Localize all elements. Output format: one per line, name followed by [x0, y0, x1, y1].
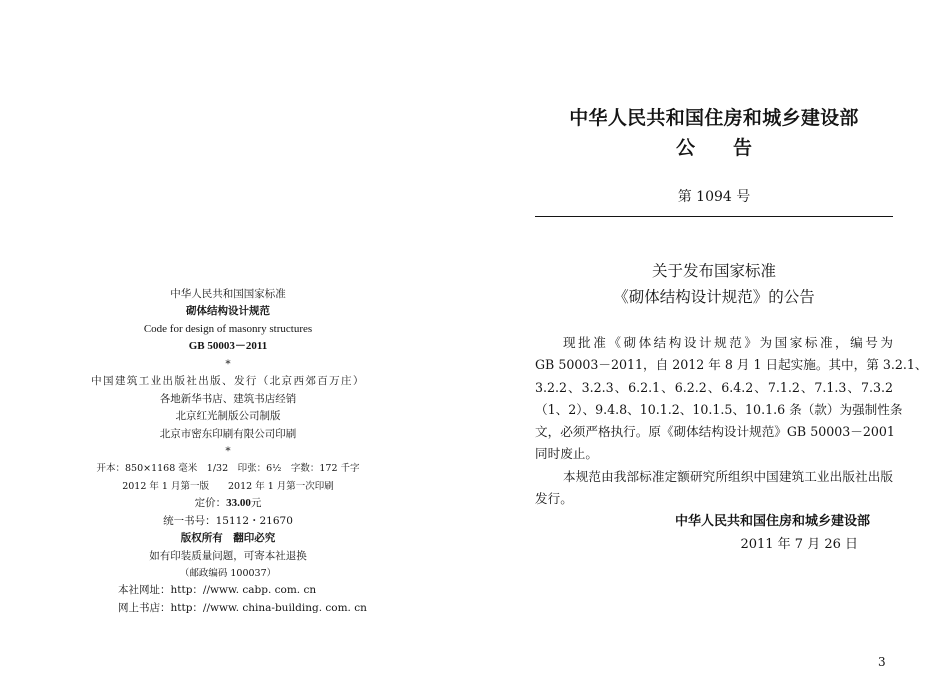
plate-maker-line: 北京红光制版公司制版 — [175, 410, 281, 423]
website-line: 本社网址：http：//www. cabp. com. cn — [118, 584, 317, 597]
announcement-body — [535, 332, 928, 510]
price-unit: 元 — [250, 497, 262, 510]
price-label: 定价： — [194, 497, 227, 510]
issue-date: 2011 年 7 月 26 日 — [740, 537, 858, 552]
header-rule — [535, 216, 893, 217]
standard-series: 中华人民共和国国家标准 — [170, 288, 286, 300]
subject-line-2: 《砌体结构设计规范》的公告 — [613, 288, 815, 306]
signature: 中华人民共和国住房和城乡建设部 — [674, 514, 870, 529]
price-value: 33.00 — [226, 497, 251, 510]
returns-line: 如有印装质量问题，可寄本社退换 — [149, 549, 307, 562]
book-number-line: 统一书号：15112・21670 — [163, 514, 293, 527]
body-line: （1、2）、9.4.8、10.1.2、10.1.5、10.1.6 条（款）为强制性条 — [535, 401, 903, 417]
separator-star: * — [225, 357, 231, 370]
body-line: 本规范由我部标准定额研究所组织中国建筑工业出版社出版 — [563, 468, 893, 484]
page-number: 3 — [878, 655, 886, 669]
issuer-heading: 中华人民共和国住房和城乡建设部 — [569, 107, 859, 129]
body-line: 现批准《砌体结构设计规范》为国家标准，编号为 — [563, 335, 893, 350]
book-title-cn: 砌体结构设计规范 — [186, 305, 270, 318]
rights-line: 版权所有 翻印必究 — [180, 532, 276, 545]
body-line: 文，必须严格执行。原《砌体结构设计规范》GB 50003－2001 — [535, 424, 895, 440]
bookstore-line: 网上书店：http：//www. china-building. com. cn — [118, 601, 367, 614]
body-line: 发行。 — [535, 491, 573, 507]
body-line: 同时废止。 — [535, 446, 598, 462]
body-line: 3.2.2、3.2.3、6.2.1、6.2.2、6.4.2、7.1.2、7.1.3、7.3.2 — [535, 379, 893, 395]
separator-star: * — [225, 444, 231, 457]
format-line: 开本：850×1168 毫米 1/32 印张：6½ 字数：172 千字 — [96, 463, 360, 475]
subject-line-1: 关于发布国家标准 — [651, 262, 776, 280]
notice-heading: 公 告 — [675, 137, 752, 159]
copyright-page — [63, 286, 393, 617]
notice-number: 第 1094 号 — [677, 189, 751, 205]
publisher-line: 中国建筑工业出版社出版、发行（北京西郊百万庄） — [91, 375, 365, 388]
distributor-line: 各地新华书店、建筑书店经销 — [159, 392, 297, 405]
price-line — [63, 495, 393, 512]
body-line: GB 50003－2011，自 2012 年 8 月 1 日起实施。其中，第 3.2.1、 — [535, 357, 928, 373]
book-title-en: Code for design of masonry structures — [143, 322, 313, 335]
printer-line: 北京市密东印刷有限公司印刷 — [159, 427, 297, 440]
postcode-line: （邮政编码 100037） — [179, 568, 277, 579]
edition-line: 2012 年 1 月第一版 2012 年 1 月第一次印刷 — [122, 480, 334, 492]
standard-code: GB 50003－2011 — [188, 340, 268, 353]
